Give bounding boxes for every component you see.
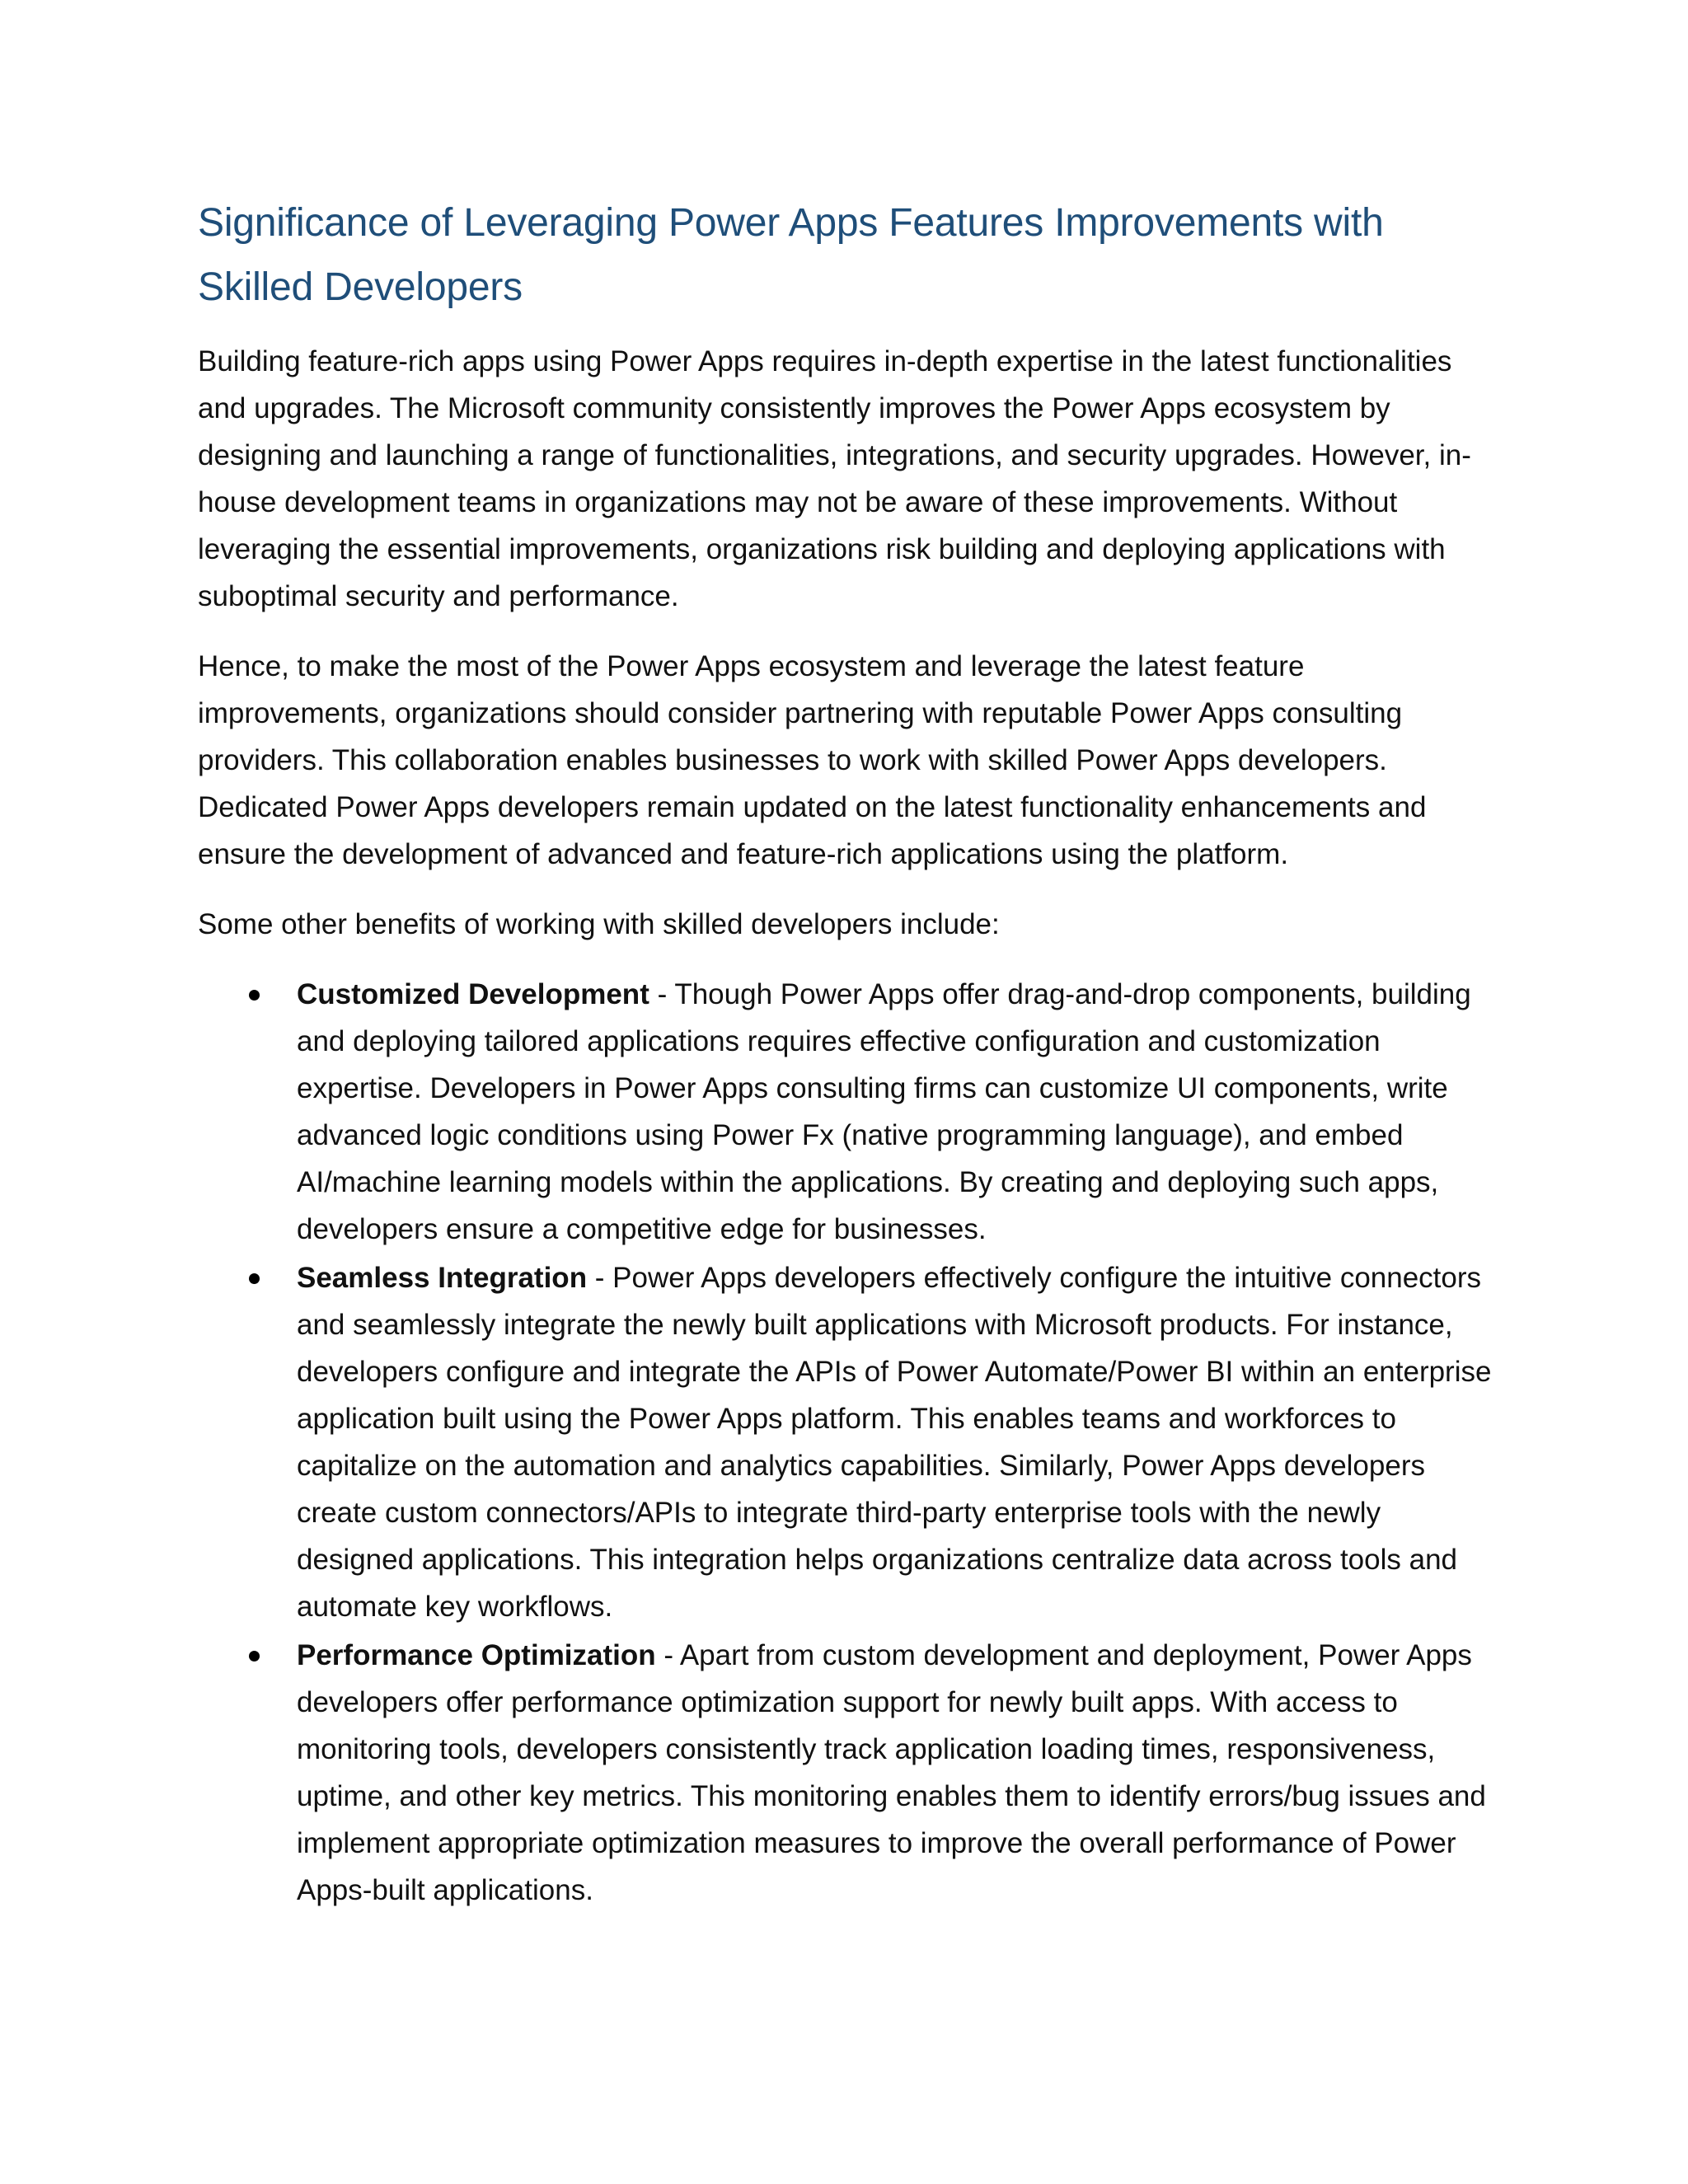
bullet-dot-icon: [249, 1273, 260, 1284]
bullet-text: - Power Apps developers effectively configure the intuitive connectors and seamlessly integrate the newly built applications with Microsoft products. For instance, developers configure and integrate the APIs of Power Automate/Power BI within an enterprise application built using the Power Apps platform. This enables teams and workforces to capitalize on the automation and analytics capabilities. Similarly, Power Apps developers create custom connectors/APIs to integrate third-party enterprise tools with the newly designed applications. This integration helps organizations centralize data across tools and automate key workflows.: [297, 1262, 1492, 1623]
section-heading: Significance of Leveraging Power Apps Features Improvements with Skilled Developers: [198, 201, 1384, 309]
partnering-paragraph: Hence, to make the most of the Power Apps ecosystem and leverage the latest feature improvements, organizations should consider partnering with reputable Power Apps consulting providers. This collaboration enables businesses to work with skilled Power Apps developers. Dedicated Power Apps developers remain updated on the latest functionality enhancements and ensure the development of advanced and feature-rich applications using the platform.: [198, 650, 1427, 870]
bullet-dot-icon: [249, 1651, 260, 1661]
bullet-title: Customized Development: [297, 978, 649, 1010]
list-item-customized-development: [297, 971, 1492, 1253]
benefits-list: [198, 971, 1492, 1914]
benefits-lead-paragraph: Some other benefits of working with skilled developers include:: [198, 908, 1000, 940]
bullet-title: Performance Optimization: [297, 1639, 656, 1671]
bullet-text: - Apart from custom development and deployment, Power Apps developers offer performance optimization support for newly built apps. With access to monitoring tools, developers consistently track application loading times, responsiveness, uptime, and other key metrics. This monitoring enables them to identify errors/bug issues and implement appropriate optimization measures to improve the overall performance of Power Apps-built applications.: [297, 1639, 1486, 1906]
intro-paragraph: Building feature-rich apps using Power Apps requires in-depth expertise in the latest functionalities and upgrades. The Microsoft community consistently improves the Power Apps ecosystem by designing and launching a range of functionalities, integrations, and security upgrades. However, in-house development teams in organizations may not be aware of these improvements. Without leveraging the essential improvements, organizations risk building and deploying applications with suboptimal security and performance.: [198, 345, 1471, 612]
list-item-performance-optimization: [297, 1632, 1492, 1914]
bullet-text: - Though Power Apps offer drag-and-drop components, building and deploying tailored applications requires effective configuration and customization expertise. Developers in Power Apps consulting firms can customize UI components, write advanced logic conditions using Power Fx (native programming language), and embed AI/machine learning models within the applications. By creating and deploying such apps, developers ensure a competitive edge for businesses.: [297, 978, 1471, 1245]
bullet-dot-icon: [249, 990, 260, 1001]
list-item-seamless-integration: [297, 1254, 1492, 1630]
bullet-title: Seamless Integration: [297, 1262, 588, 1294]
